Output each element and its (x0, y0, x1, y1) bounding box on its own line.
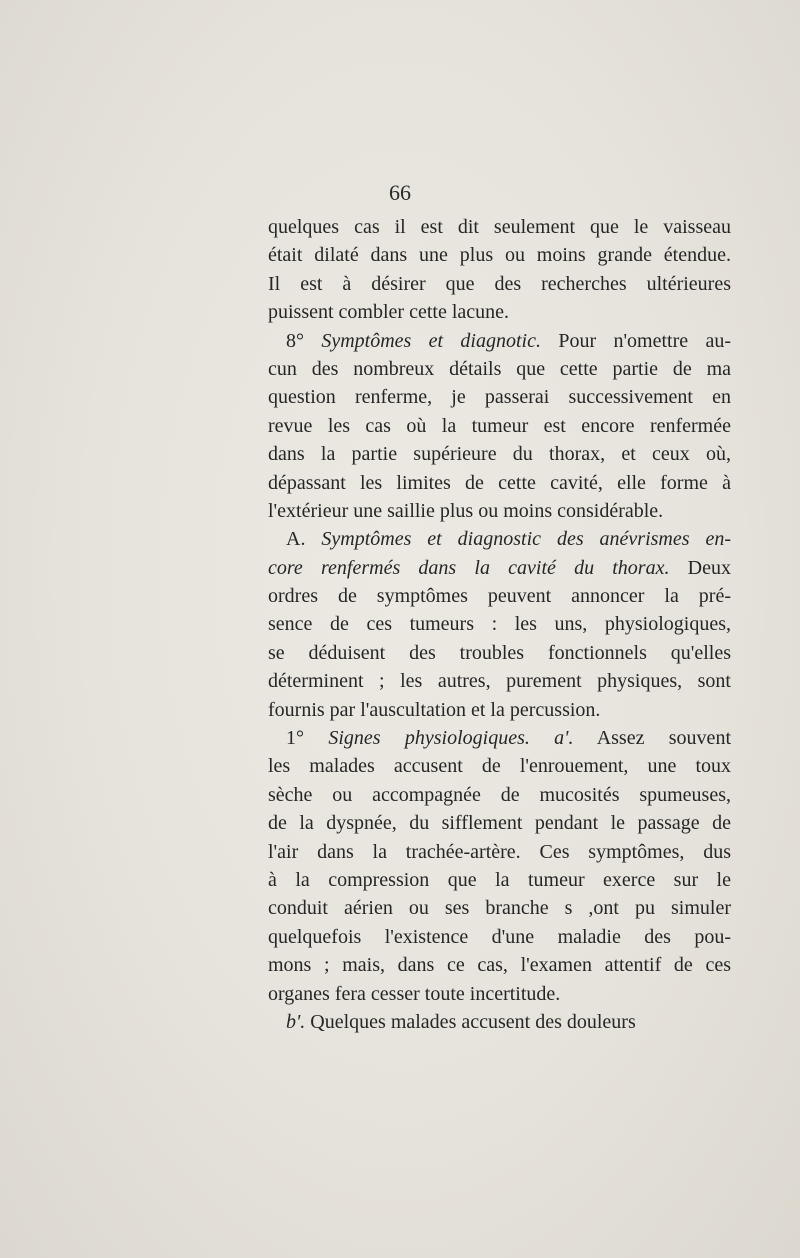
text-line (268, 781, 731, 809)
text-span: était dilaté dans une plus ou moins grande étendue. (268, 244, 731, 267)
text-span: 1° (286, 727, 329, 750)
text-span: Deux (669, 556, 731, 579)
text-span: sence de ces tumeurs : les uns, physiologiques, (268, 613, 731, 636)
italic-text: Symptômes et diagnostic des anévrismes en- (321, 528, 731, 551)
text-line (268, 838, 731, 866)
italic-text: Signes physiologiques. a'. (328, 727, 574, 750)
text-line (268, 298, 731, 326)
text-line (268, 469, 731, 497)
text-line (268, 440, 731, 468)
text-span: l'air dans la trachée-artère. Ces symptômes, dus (268, 840, 731, 863)
text-span: Pour n'omettre au- (540, 329, 731, 352)
text-span: A. (286, 528, 322, 551)
text-line (268, 270, 731, 298)
text-span: conduit aérien ou ses branche s ,ont pu simuler (268, 897, 731, 920)
text-line (268, 213, 731, 241)
text-span: 8° (286, 329, 322, 352)
text-span: les malades accusent de l'enrouement, une toux (268, 755, 731, 778)
body-text (268, 213, 731, 1036)
text-span: sèche ou accompagnée de mucosités spumeuses, (268, 783, 731, 806)
text-line (268, 1008, 731, 1036)
text-line (268, 894, 731, 922)
italic-text: b'. (286, 1010, 306, 1033)
text-span: cun des nombreux détails que cette partie de ma (268, 357, 731, 380)
text-line (268, 327, 731, 355)
text-span: déterminent ; les autres, purement physiques, sont (268, 670, 731, 693)
text-span: Il est à désirer que des recherches ultérieures (268, 272, 731, 295)
text-span: de la dyspnée, du sifflement pendant le passage de (268, 812, 731, 835)
text-line (268, 383, 731, 411)
text-span: à la compression que la tumeur exerce sur le (268, 868, 731, 891)
text-span: revue les cas où la tumeur est encore renfermée (268, 414, 731, 437)
text-line (268, 923, 731, 951)
text-span: dépassant les limites de cette cavité, elle forme à (268, 471, 731, 494)
text-line (268, 866, 731, 894)
text-line (268, 696, 731, 724)
text-line (268, 355, 731, 383)
italic-text: core renfermés dans la cavité du thorax. (268, 556, 670, 579)
text-span: se déduisent des troubles fonctionnels qu'elles (268, 641, 731, 664)
text-line (268, 554, 731, 582)
text-span: ordres de symptômes peuvent annoncer la pré- (268, 585, 731, 608)
text-line (268, 525, 731, 553)
text-line (268, 980, 731, 1008)
text-line (268, 639, 731, 667)
text-span: quelques cas il est dit seulement que le vaisseau (268, 216, 731, 238)
text-span: mons ; mais, dans ce cas, l'examen attentif de ces (268, 954, 731, 977)
text-line (268, 752, 731, 780)
text-span: l'extérieur une saillie plus ou moins considérable. (268, 499, 664, 522)
text-line (268, 951, 731, 979)
text-line (268, 724, 731, 752)
text-span: question renferme, je passerai successivement en (268, 386, 731, 409)
text-span: Assez souvent (573, 727, 731, 750)
text-span: quelquefois l'existence d'une maladie des pou- (268, 925, 731, 948)
text-span: Quelques malades accusent des douleurs (305, 1010, 636, 1033)
text-span: dans la partie supérieure du thorax, et ceux où, (268, 443, 731, 466)
text-span: puissent combler cette lacune. (268, 301, 510, 324)
text-line (268, 809, 731, 837)
text-line (268, 610, 731, 638)
text-line (268, 241, 731, 269)
text-line (268, 497, 731, 525)
text-line (268, 582, 731, 610)
text-span: organes fera cesser toute incertitude. (268, 982, 561, 1005)
text-line (268, 667, 731, 695)
italic-text: Symptômes et diagnotic. (321, 329, 541, 352)
text-line (268, 412, 731, 440)
text-span: fournis par l'auscultation et la percussion. (268, 698, 601, 721)
page-number: 66 (389, 180, 411, 205)
